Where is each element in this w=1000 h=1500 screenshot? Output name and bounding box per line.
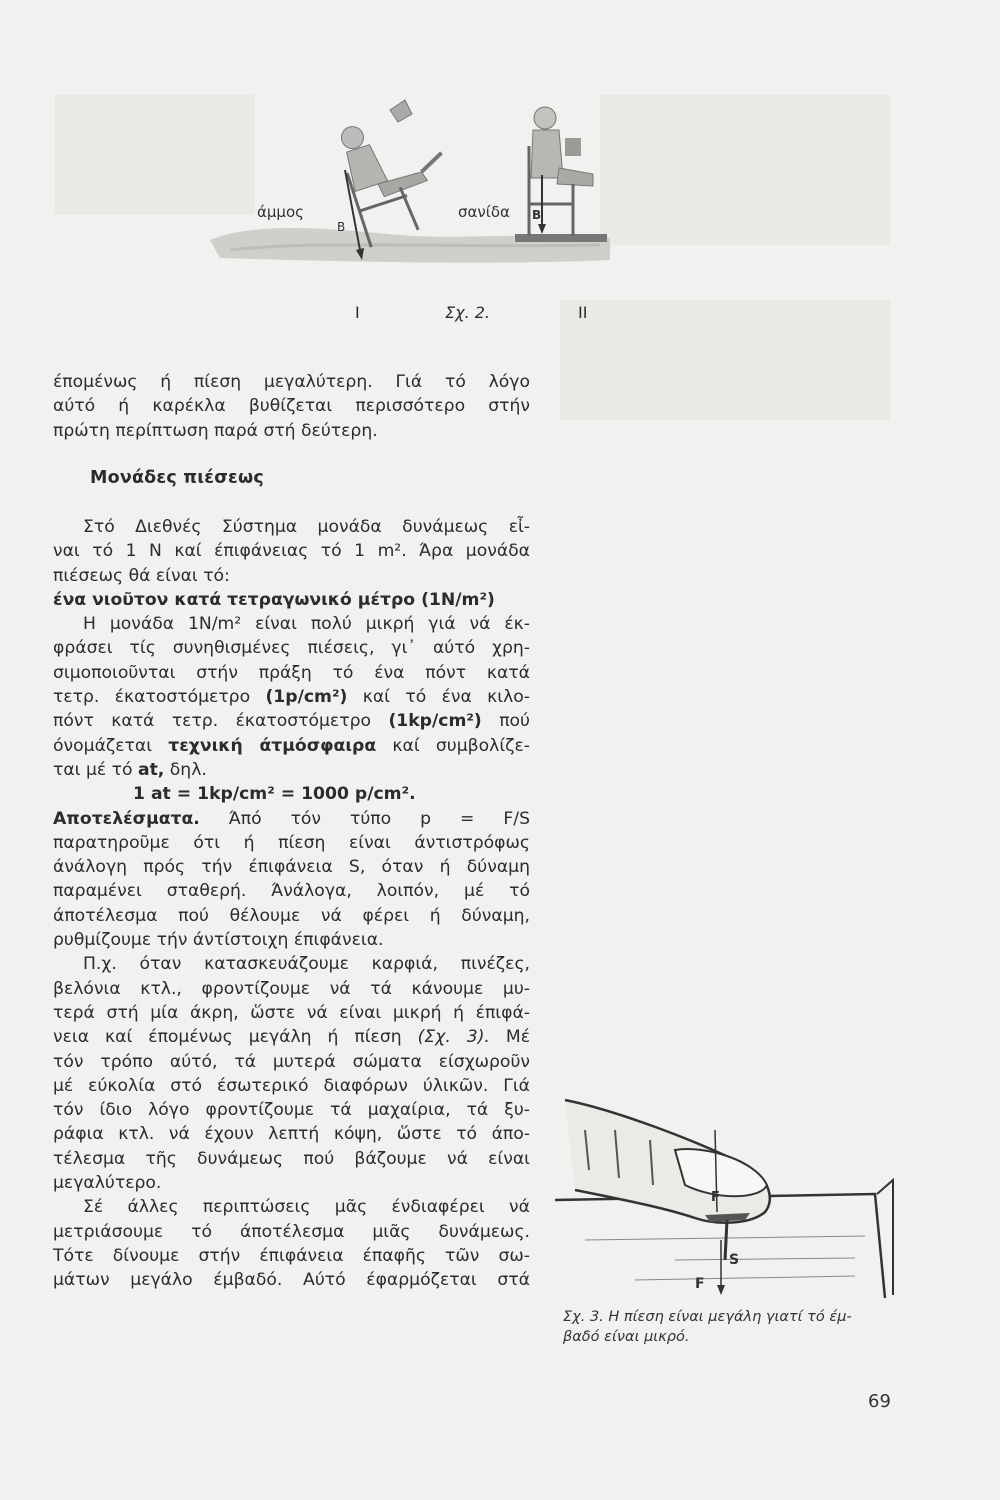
figure-3-illustration xyxy=(555,1090,895,1305)
section-heading: Μονάδες πιέσεως xyxy=(90,468,264,488)
force-label-bottom: F xyxy=(695,1276,705,1292)
unit-definition-line: ένα νιοῦτον κατά τετραγωνικό μέτρο (1N/m²) xyxy=(53,589,495,610)
page-number: 69 xyxy=(868,1391,891,1412)
text-line: τόν ίδιο λόγο φροντίζουμε τά μαχαίρια, τά ξυ- xyxy=(53,1100,530,1121)
text-line: ράφια κτλ. νά έχουν λεπτή κόψη, ὥστε τό άπο- xyxy=(53,1124,530,1145)
figure-2-illustration xyxy=(200,90,620,290)
results-label: Αποτελέσματα. xyxy=(53,808,200,829)
text-line: τόν τρόπο αύτό, τά μυτερά σώματα είσχωροῦν xyxy=(53,1051,530,1072)
text-line: φράσει τίς συνηθισμένες πιέσεις, γι᾽ αύτό χρη- xyxy=(53,638,530,659)
text-line: Σέ άλλες περιπτώσεις μᾶς ένδιαφέρει νά xyxy=(83,1197,530,1218)
text-line: τερά στή μία άκρη, ὥστε νά είναι μικρή ή έπιφά- xyxy=(53,1002,530,1023)
sand-label: άμμος xyxy=(257,203,304,221)
board-label: σανίδα xyxy=(458,203,510,221)
tipping-chair-figure xyxy=(334,102,463,247)
text-line: έπομένως ή πίεση μεγαλύτερη. Γιά τό λόγο xyxy=(53,372,530,392)
text-line: νεια καί έπομένως μεγάλη ή πίεση (Σχ. 3). Μέ xyxy=(53,1027,530,1048)
text-line: ται μέ τό at, δηλ. xyxy=(53,759,207,780)
figure-3 xyxy=(555,1090,895,1305)
text-line: Στό Διεθνές Σύστημα μονάδα δυνάμεως εἶ- xyxy=(83,517,530,537)
text-line: Αποτελέσματα. Άπό τόν τύπο p = F/S xyxy=(53,808,530,829)
text-line: ρυθμίζουμε τήν άντίστοιχη έπιφάνεια. xyxy=(53,930,384,951)
force-label-top: F xyxy=(711,1190,720,1205)
text-line: πρώτη περίπτωση παρά στή δεύτερη. xyxy=(53,420,378,441)
text-line: τετρ. έκατοστόμετρο (1p/cm²) καί τό ένα κιλο- xyxy=(53,687,530,708)
text-line: Τότε δίνουμε στήν έπιφάνεια έπαφῆς τῶν σω- xyxy=(53,1245,530,1266)
surface-label: S xyxy=(729,1252,740,1268)
text-line: μάτων μεγάλο έμβαδό. Αύτό έφαρμόζεται στά xyxy=(53,1270,530,1291)
text-line: μέ εύκολία στό έσωτερικό διαφόρων ύλικῶν. Γιά xyxy=(53,1075,530,1096)
paragraph-2 xyxy=(53,515,530,1293)
text-line: τέλεσμα τῆς δυνάμεως πού βάζουμε νά είναι xyxy=(53,1148,530,1169)
text-line: παραμένει σταθερή. Άνάλογα, λοιπόν, μέ τό xyxy=(53,881,530,902)
formula-line: 1 at = 1kp/cm² = 1000 p/cm². xyxy=(133,784,416,805)
text-line: άνάλογη πρός τήν έπιφάνεια S, όταν ή δύναμη xyxy=(53,857,530,878)
figure-2-mark-left: Ι xyxy=(355,303,360,322)
weight-label-right: Β xyxy=(532,208,542,222)
figure-3-caption xyxy=(563,1307,903,1347)
text-line: αύτό ή καρέκλα βυθίζεται περισσότερο στήν xyxy=(53,396,530,417)
figure-2-caption: Σχ. 2. xyxy=(445,303,491,322)
text-line: σιμοποιοῦνται στήν πράξη τό ένα πόντ κατά xyxy=(53,662,530,683)
caption-line: Σχ. 3. Η πίεση είναι μεγάλη γιατί τό έμ- xyxy=(563,1309,852,1325)
text-line: Η μονάδα 1N/m² είναι πολύ μικρή γιά νά έκ- xyxy=(83,614,530,635)
text-line: πιέσεως θά είναι τό: xyxy=(53,565,230,586)
show-through-block xyxy=(560,300,890,420)
text-line: βελόνια κτλ., φροντίζουμε νά τά κάνουμε μυ- xyxy=(53,978,530,999)
paragraph-1 xyxy=(53,370,530,443)
text-line: Π.χ. όταν κατασκευάζουμε καρφιά, πινέζες, xyxy=(83,954,530,975)
text-line: ναι τό 1 N καί έπιφάνειας τό 1 m². Άρα μονάδα xyxy=(53,541,530,562)
figure-2-mark-right: ΙΙ xyxy=(578,303,588,322)
weight-label-left: Β xyxy=(337,220,346,234)
show-through-block xyxy=(600,95,890,245)
text-line: μετριάσουμε τό άποτέλεσμα μιᾶς δυνάμεως. xyxy=(53,1221,530,1242)
figure-2 xyxy=(200,90,620,290)
text-line: άποτέλεσμα πού θέλουμε νά φέρει ή δύναμη, xyxy=(53,905,530,926)
caption-line: βαδό είναι μικρό. xyxy=(563,1329,690,1345)
text-line: μεγαλύτερο. xyxy=(53,1173,162,1194)
text-line: παρατηροῦμε ότι ή πίεση είναι άντιστρόφως xyxy=(53,832,530,853)
text-line: όνομάζεται τεχνική άτμόσφαιρα καί συμβολίζε- xyxy=(53,735,530,756)
text-line: πόντ κατά τετρ. έκατοστόμετρο (1kp/cm²) πού xyxy=(53,711,530,732)
